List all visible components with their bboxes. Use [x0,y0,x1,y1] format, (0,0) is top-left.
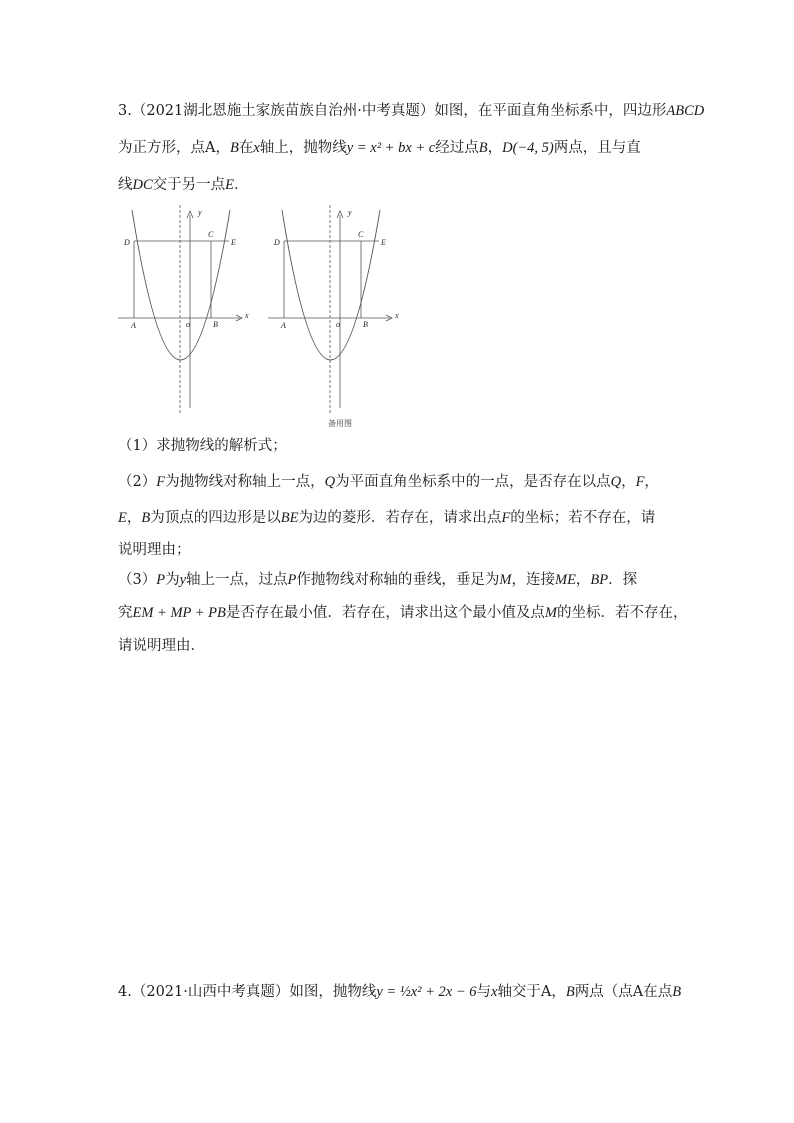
stem-text: 两点，且与直 [553,140,641,156]
problem-number: 4. [118,984,132,1000]
label-b: B [363,320,368,329]
math-y: y [179,572,187,588]
problem-source: （2021湖北恩施土家族苗族自治州·中考真题） [131,103,435,119]
q2-line-1 [118,472,659,492]
math-e: E [118,510,127,526]
math-e: E [225,177,235,193]
label-d: D [124,238,130,247]
math-x: x [491,984,498,1000]
stem-text: 经过点 [435,140,479,156]
stem-text: ， [487,140,503,156]
stem-text: 在 [238,140,254,156]
q3-line-1 [118,570,637,590]
figure-main [118,205,253,417]
math-b: B [565,984,575,1000]
parabola-figure-1 [118,205,253,417]
q3-line-3: 请说明理由． [118,638,205,654]
problem-source: （2021·山西中考真题） [131,984,290,1000]
math-point-d: D(−4, 5) [502,140,554,156]
label-x: x [395,311,399,320]
parabola-curve [132,210,230,360]
q3-line-2 [118,603,688,623]
p3-line-1 [118,101,704,121]
q-text: 为边的菱形．若存在，请求出点 [298,510,502,526]
math-be: BE [280,510,299,526]
stem-text: 线 [118,177,133,193]
math-f: F [156,474,166,490]
math-b: B [141,510,151,526]
q-text: ， [126,510,142,526]
q-text: 的坐标．若不存在， [557,605,688,621]
label-a: A [281,321,286,330]
math-b: B [229,140,239,156]
math-m: M [544,605,557,621]
q-text: 是否存在最小值．若存在，请求出这个最小值及点 [225,605,545,621]
q-text: ， [644,474,659,490]
stem-text: 轴上，抛物线 [259,140,347,156]
stem-text: ． [234,177,249,193]
figure-caption: 备用图 [328,419,352,428]
math-me: ME [554,572,576,588]
math-b: B [478,140,488,156]
label-e: E [381,238,386,247]
label-b: B [213,320,218,329]
q-text: 为顶点的四边形是以 [150,510,281,526]
stem-text: 为正方形，点A， [118,140,230,156]
label-e: E [231,238,236,247]
label-y: y [348,208,352,217]
q2-line-3: 说明理由； [118,542,191,558]
label-x: x [245,311,249,320]
parabola-figure-2 [268,205,403,417]
figure-backup [268,205,403,417]
label-y: y [198,208,202,217]
p3-line-3 [118,175,249,195]
q-text: 为 [165,572,180,588]
q-label: （3） [118,572,157,588]
stem-text: 轴交于A， [497,984,566,1000]
q-text: ， [575,572,591,588]
math-b: B [672,984,682,1000]
problem-number: 3. [118,103,132,119]
label-a: A [131,321,136,330]
q-text: ， [621,474,636,490]
math-p: P [287,572,297,588]
p4-line-1 [118,982,681,1002]
label-d: D [274,238,280,247]
q-text: 究 [118,605,133,621]
math-p: P [156,572,166,588]
parabola-curve [282,210,380,360]
math-q: Q [324,474,336,490]
math-x: x [253,140,260,156]
p3-line-2 [118,138,641,158]
label-o: o [186,320,190,329]
q-text: 的坐标；若不存在，请 [510,510,656,526]
math-parabola-eq: y = x² + bx + c [346,140,436,156]
math-q: Q [610,474,622,490]
stem-text: 如图，抛物线 [289,984,377,1000]
stem-text: 与 [476,984,491,1000]
math-parabola-eq: y = ½x² + 2x − 6 [376,984,477,1000]
q-text: ．探 [608,572,638,588]
q2-line-2 [118,508,655,528]
q-text: 为平面直角坐标系中的一点，是否存在以点 [335,474,611,490]
stem-text: 如图，在平面直角坐标系中，四边形 [434,103,667,119]
q1-line: （1）求抛物线的解析式； [118,438,287,454]
math-dc: DC [132,177,153,193]
math-sum-expr: EM + MP + PB [132,605,226,621]
label-c: C [208,230,214,239]
math-f: F [501,510,511,526]
label-o: o [336,320,340,329]
math-f: F [635,474,645,490]
label-c: C [358,230,364,239]
math-bp: BP [590,572,609,588]
q-text: ，连接 [511,572,555,588]
q-label: （2） [118,474,157,490]
q-text: 轴上一点，过点 [186,572,288,588]
stem-text: 两点（点A在点 [574,984,673,1000]
stem-text: 交于另一点 [152,177,226,193]
math-abcd: ABCD [666,103,705,119]
q-text: 作抛物线对称轴的垂线，垂足为 [296,572,500,588]
q-text: 为抛物线对称轴上一点， [165,474,325,490]
math-m: M [499,572,512,588]
